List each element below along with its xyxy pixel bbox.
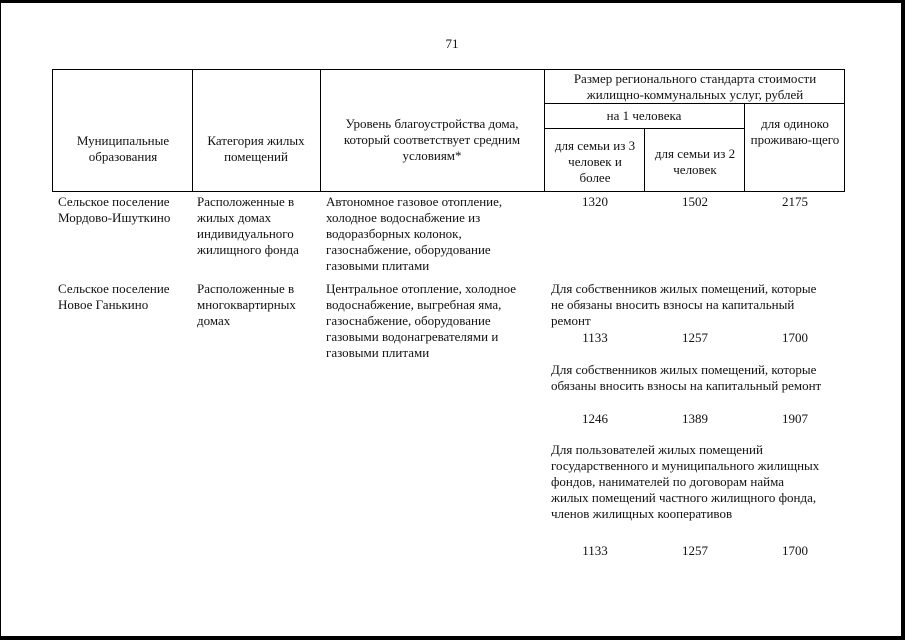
header-vline-6 [744, 103, 745, 192]
row2-group3-family3: 1133 [582, 543, 608, 558]
row2-group2-single: 1907 [782, 411, 808, 426]
row2-group2-family3: 1246 [582, 411, 608, 426]
row2-group1-family2: 1257 [682, 330, 708, 345]
header-family3: для семьи из 3 человек и более [554, 138, 636, 185]
page-number: 71 [445, 36, 459, 51]
row2-group3-single: 1700 [782, 543, 808, 558]
header-comfort: Уровень благоустройства дома, который соответствует средним условиям* [343, 116, 521, 163]
row2-comfort: Центральное отопление, холодное водоснабжение, выгребная яма, газоснабжение, оборудование газовыми водонагревателями и газовыми плитами [326, 281, 517, 360]
header-vline-4 [544, 69, 545, 192]
header-family2: для семьи из 2 человек [654, 146, 736, 177]
header-vline-2 [192, 69, 193, 192]
header-vline-7 [844, 69, 845, 192]
table-top-border [52, 69, 845, 70]
header-vline-3 [320, 69, 321, 192]
row2-group2-family2: 1389 [682, 411, 708, 426]
row2-group3-family2: 1257 [682, 543, 708, 558]
row2-group1-label: Для собственников жилых помещений, которые не обязаны вносить взносы на капитальный ремонт [551, 281, 817, 328]
header-per-person: на 1 человека [606, 108, 682, 123]
header-single: для одиноко проживаю-щего [750, 116, 840, 147]
header-divider-size [544, 103, 845, 104]
row2-group1-single: 1700 [782, 330, 808, 345]
row1-family3: 1320 [582, 194, 608, 209]
header-vline-1 [52, 69, 53, 192]
row1-municipality: Сельское поселение Мордово-Ишуткино [58, 194, 171, 225]
page-border-left [0, 0, 1, 640]
page-border-bottom [0, 636, 905, 640]
header-vline-5 [644, 128, 645, 192]
row1-comfort: Автономное газовое отопление, холодное водоснабжение из водоразборных колонок, газоснабжение, оборудование газовыми плитами [326, 194, 503, 273]
header-category: Категория жилых помещений [207, 133, 305, 164]
row1-single: 2175 [782, 194, 808, 209]
header-bottom-border [52, 191, 845, 192]
row1-family2: 1502 [682, 194, 708, 209]
row2-group3-label: Для пользователей жилых помещений государственного и муниципального жилищных фондов, нанимателей по договорам найма жилых помещений частного жилищного фонда, членов жилищных кооперативов [551, 442, 820, 521]
row2-group1-family3: 1133 [582, 330, 608, 345]
row2-group2-label: Для собственников жилых помещений, которые обязаны вносить взносы на капитальный ремонт [551, 362, 822, 393]
page-border-right [901, 0, 905, 640]
header-size-title: Размер регионального стандарта стоимости жилищно-коммунальных услуг, рублей [573, 71, 817, 102]
row2-category: Расположенные в многоквартирных домах [197, 281, 296, 328]
page-border-top [0, 0, 905, 3]
row2-municipality: Сельское поселение Новое Ганькино [58, 281, 170, 312]
header-municipal: Муниципальные образования [76, 133, 170, 164]
row1-category: Расположенные в жилых домах индивидуального жилищного фонда [197, 194, 299, 257]
